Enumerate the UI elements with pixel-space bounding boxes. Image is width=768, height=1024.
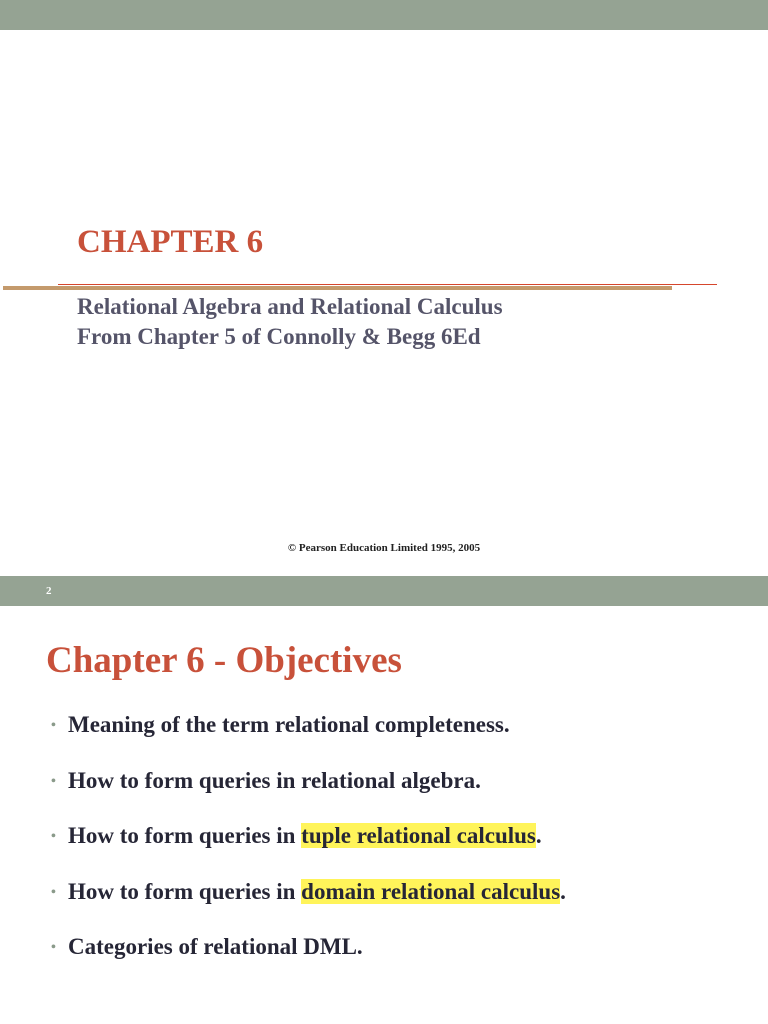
subtitle-line-1: Relational Algebra and Relational Calculus <box>77 294 503 319</box>
objective-item <box>51 712 566 768</box>
objective-item <box>51 934 566 990</box>
subtitle-line-2: From Chapter 5 of Connolly & Begg 6Ed <box>77 324 481 349</box>
objective-item <box>51 879 566 935</box>
objectives-title: Chapter 6 - Objectives <box>46 640 402 681</box>
objective-text-suffix: . <box>535 823 542 848</box>
bullet-dot-icon: • <box>51 940 56 955</box>
bullet-dot-icon: • <box>51 718 56 733</box>
title-underline <box>3 286 672 290</box>
objective-item <box>51 823 566 879</box>
bullet-dot-icon: • <box>51 884 56 900</box>
highlighted-term: domain relational calculus <box>301 878 561 904</box>
objective-text-suffix: . <box>560 878 566 904</box>
slide-number: 2 <box>46 585 52 597</box>
bullet-dot-icon: • <box>51 829 56 844</box>
objective-text: How to form queries in relational algebra. <box>68 767 481 793</box>
objective-text-prefix: How to form queries in <box>68 823 302 848</box>
objective-text-prefix: How to form queries in <box>68 878 302 904</box>
slide-header-bar <box>0 576 768 606</box>
title-underline-thin <box>58 284 717 285</box>
copyright-notice: © Pearson Education Limited 1995, 2005 <box>287 542 481 554</box>
bullet-dot-icon: • <box>51 773 56 789</box>
slide-2 <box>0 576 768 1024</box>
objective-text: Meaning of the term relational completeness. <box>68 712 510 737</box>
chapter-title: CHAPTER 6 <box>77 224 264 260</box>
highlighted-term: tuple relational calculus <box>301 823 536 848</box>
objectives-list <box>51 712 566 990</box>
slide-header-bar <box>0 0 768 30</box>
objective-item <box>51 768 566 824</box>
objective-text: Categories of relational DML. <box>68 934 363 959</box>
